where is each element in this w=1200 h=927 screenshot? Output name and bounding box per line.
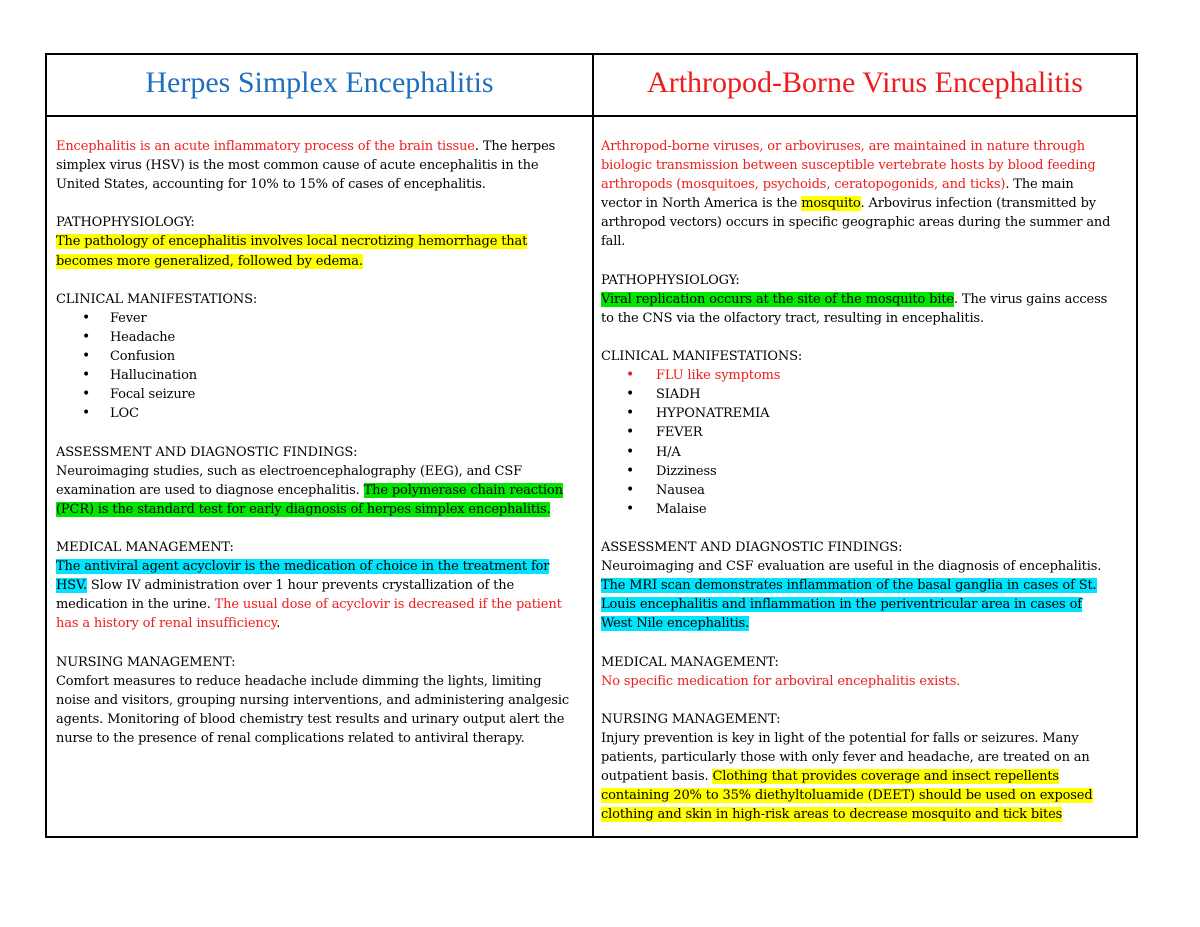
right-medical-heading: MEDICAL MANAGEMENT: — [601, 654, 779, 670]
left-assess-highlight-1: The polymerase chain reaction — [363, 482, 563, 498]
list-item: • FLU like symptoms — [601, 366, 1131, 385]
list-item: • Dizziness — [601, 462, 1131, 481]
left-assess-line-2: examination are used to diagnose encephalitis. — [56, 482, 364, 498]
right-assess-line-1: Neuroimaging and CSF evaluation are useful in the diagnosis of encephalitis. — [601, 559, 1102, 575]
list-item: • Confusion — [56, 347, 581, 366]
left-assess-highlight-2: (PCR) is the standard test for early diagnosis of herpes simplex encephalitis. — [56, 501, 551, 517]
right-intro-line-6: fall. — [601, 234, 626, 250]
list-item: • HYPONATREMIA — [601, 404, 1131, 423]
right-nursing-highlight-3: clothing and skin in high-risk areas to decrease mosquito and tick bites — [601, 807, 1063, 823]
list-item: • Malaise — [601, 500, 1131, 519]
left-medical-period: . — [276, 616, 281, 632]
right-assess-highlight-1: The MRI scan demonstrates inflammation of the basal ganglia in cases of St. — [601, 578, 1097, 594]
right-intro-line-4-end: . Arbovirus infection (transmitted by — [860, 196, 1096, 212]
right-patho-line-2: to the CNS via the olfactory tract, resulting in encephalitis. — [601, 310, 984, 326]
right-clinical-list — [601, 366, 1131, 519]
right-nursing-line-2: patients, particularly those with only fever and headache, are treated on an — [601, 750, 1090, 765]
right-intro-text: . The main — [1005, 177, 1074, 193]
right-medical-line-1: No specific medication for arboviral encephalitis exists. — [601, 673, 961, 689]
left-assess-heading: ASSESSMENT AND DIAGNOSTIC FINDINGS: — [56, 444, 358, 460]
left-medical-highlight-1: The antiviral agent acyclovir is the medication of choice in the treatment for — [56, 559, 550, 575]
right-intro-line-2: biologic transmission between susceptible vertebrate hosts by blood feeding — [601, 158, 1096, 174]
right-nursing-line-3: outpatient basis. — [601, 769, 713, 785]
left-medical-heading: MEDICAL MANAGEMENT: — [56, 539, 234, 555]
left-nursing-heading: NURSING MANAGEMENT: — [56, 654, 236, 670]
right-intro-line-3: arthropods (mosquitoes, psychoids, ceratopogonids, and ticks) — [601, 177, 1006, 193]
left-medical-highlight-2: HSV. — [56, 578, 87, 594]
right-nursing-highlight-1: Clothing that provides coverage and insect repellents — [712, 769, 1059, 785]
comparison-table — [45, 53, 1138, 838]
list-item: • H/A — [601, 443, 1131, 462]
left-intro-line-2: simplex virus (HSV) is the most common cause of acute encephalitis in the — [56, 158, 539, 174]
right-column-body — [601, 137, 1131, 824]
right-intro-mosquito-highlight: mosquito — [801, 196, 861, 212]
left-intro-line-3: United States, accounting for 10% to 15% of cases of encephalitis. — [56, 177, 486, 193]
list-item: • LOC — [56, 404, 581, 423]
left-nursing-line-4: nurse to the presence of renal complications related to antiviral therapy. — [56, 730, 525, 746]
left-nursing-line-2: noise and visitors, grouping nursing interventions, and administering analgesic — [56, 692, 569, 708]
list-item: • SIADH — [601, 385, 1131, 404]
left-column-title: Herpes Simplex Encephalitis — [47, 55, 592, 117]
left-medical-line-2: Slow IV administration over 1 hour prevents crystallization of the — [86, 578, 514, 594]
list-item: • Focal seizure — [56, 385, 581, 404]
list-item: • Headache — [56, 328, 581, 347]
left-medical-warning-2: has a history of renal insufficiency — [56, 616, 277, 632]
column-divider — [592, 55, 594, 836]
right-patho-line-1: . The virus gains access — [953, 291, 1108, 307]
right-intro-line-4: vector in North America is the — [601, 196, 802, 212]
list-item: • Nausea — [601, 481, 1131, 500]
right-nursing-line-1: Injury prevention is key in light of the potential for falls or seizures. Many — [601, 730, 1079, 746]
left-clinical-heading: CLINICAL MANIFESTATIONS: — [56, 291, 258, 307]
list-item: • Fever — [56, 309, 581, 328]
left-patho-line-1: The pathology of encephalitis involves local necrotizing hemorrhage that — [56, 234, 528, 250]
left-clinical-list — [56, 309, 581, 424]
left-assess-line-1: Neuroimaging studies, such as electroencephalography (EEG), and CSF — [56, 463, 522, 479]
right-intro-line-5: arthropod vectors) occurs in specific geographic areas during the summer and — [601, 215, 1111, 231]
right-intro-line-1: Arthropod-borne viruses, or arboviruses, are maintained in nature through — [601, 139, 1085, 154]
left-patho-line-2: becomes more generalized, followed by edema. — [56, 253, 363, 269]
left-column-body — [56, 137, 581, 748]
right-column-title: Arthropod-Borne Virus Encephalitis — [592, 55, 1136, 117]
left-intro-definition: Encephalitis is an acute inflammatory process of the brain tissue — [56, 139, 475, 154]
list-item: • Hallucination — [56, 366, 581, 385]
right-nursing-heading: NURSING MANAGEMENT: — [601, 711, 781, 727]
list-item: • FEVER — [601, 423, 1131, 442]
right-assess-highlight-2: Louis encephalitis and inflammation in the periventricular area in cases of — [601, 597, 1082, 613]
left-medical-line-3: medication in the urine. — [56, 597, 215, 613]
right-patho-highlight: Viral replication occurs at the site of the mosquito bite — [601, 291, 954, 307]
left-nursing-line-1: Comfort measures to reduce headache include dimming the lights, limiting — [56, 673, 542, 689]
left-nursing-line-3: agents. Monitoring of blood chemistry test results and urinary output alert the — [56, 711, 565, 727]
right-nursing-highlight-2: containing 20% to 35% diethyltoluamide (DEET) should be used on exposed — [601, 788, 1093, 804]
right-clinical-heading: CLINICAL MANIFESTATIONS: — [601, 349, 803, 365]
right-assess-highlight-3: West Nile encephalitis. — [601, 616, 750, 632]
right-patho-heading: PATHOPHYSIOLOGY: — [601, 272, 740, 288]
left-patho-heading: PATHOPHYSIOLOGY: — [56, 215, 195, 231]
right-assess-heading: ASSESSMENT AND DIAGNOSTIC FINDINGS: — [601, 539, 903, 555]
left-medical-warning-1: The usual dose of acyclovir is decreased if the patient — [214, 597, 562, 613]
left-intro-text: . The herpes — [474, 139, 556, 154]
left-intro-line-1 — [56, 137, 581, 156]
